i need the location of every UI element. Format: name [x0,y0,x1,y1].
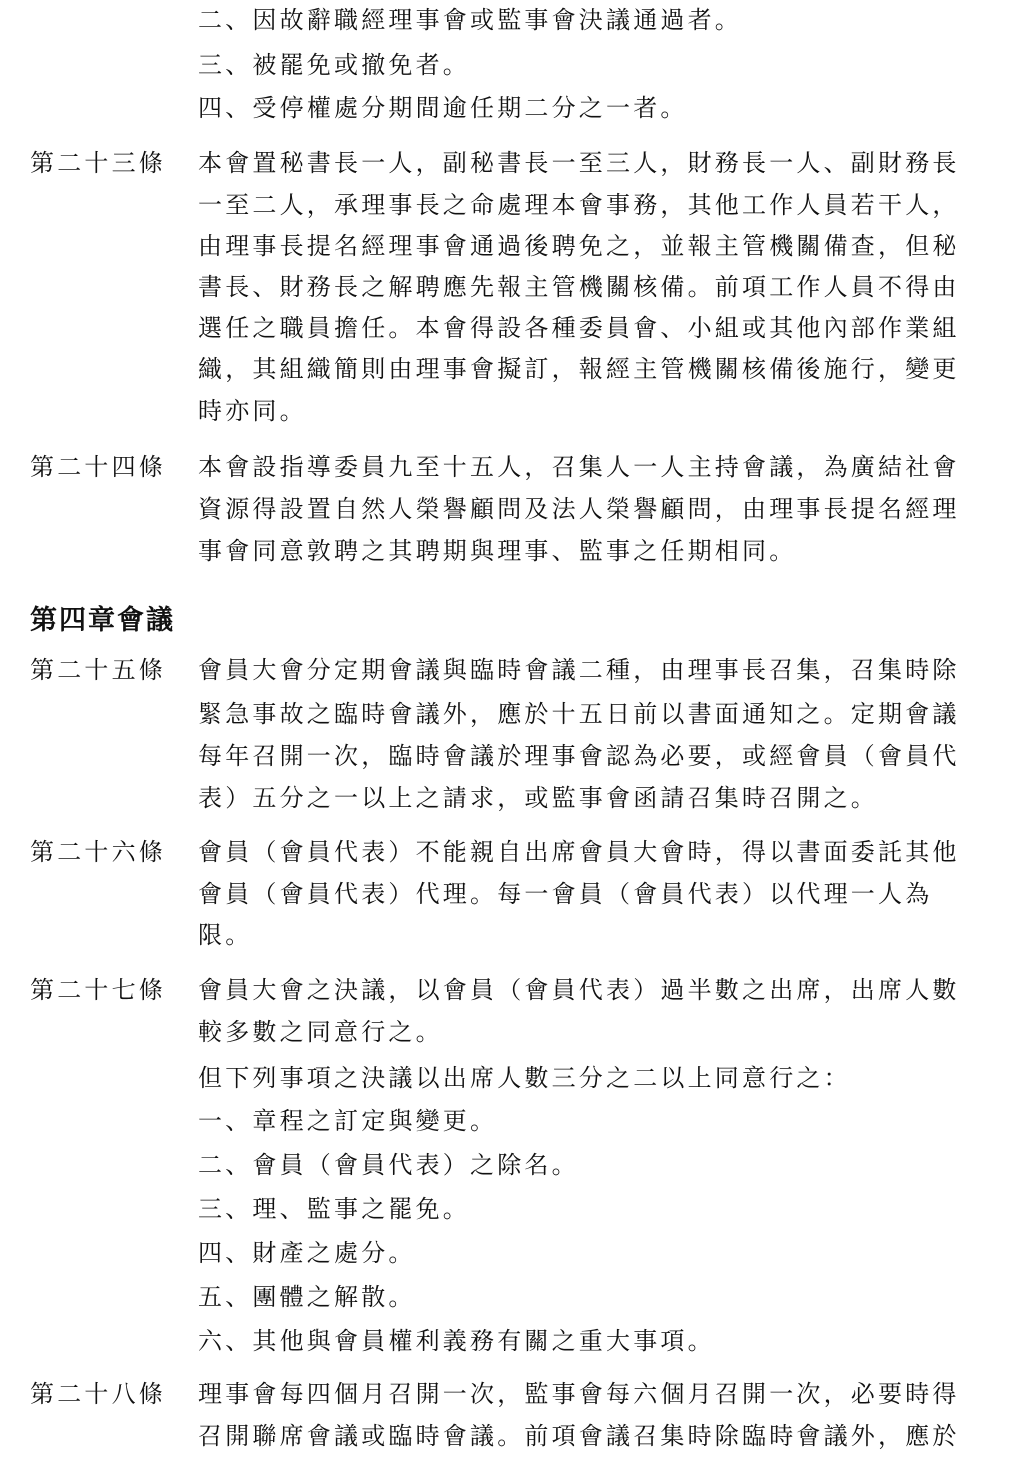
article-line: 理事會每四個月召開一次，監事會每六個月召開一次，必要時得 [198,1380,960,1408]
list-item: 四、財產之處分。 [198,1239,416,1267]
article-line: 每年召開一次，臨時會議於理事會認為必要，或經會員（會員代 [198,742,960,770]
article-line: 會員（會員代表）不能親自出席會員大會時，得以書面委託其他 [198,838,960,866]
article-line: 本會置秘書長一人，副秘書長一至三人，財務長一人、副財務長 [198,149,960,177]
article-label: 第二十四條 [30,453,166,481]
article-line: 時亦同。 [198,397,307,425]
article-line: 召開聯席會議或臨時會議。前項會議召集時除臨時會議外，應於 [198,1422,960,1450]
article-line: 較多數之同意行之。 [198,1018,443,1046]
article-line: 緊急事故之臨時會議外，應於十五日前以書面通知之。定期會議 [198,700,960,728]
list-item: 三、被罷免或撤免者。 [198,51,470,79]
article-label: 第二十六條 [30,838,166,866]
chapter-heading: 第四章會議 [30,605,175,636]
article-line: 一至二人，承理事長之命處理本會事務，其他工作人員若干人， [198,191,960,219]
article-line: 織，其組織簡則由理事會擬訂，報經主管機關核備後施行，變更 [198,355,960,383]
article-line: 選任之職員擔任。本會得設各種委員會、小組或其他內部作業組 [198,314,960,342]
article-line: 限。 [198,921,253,949]
article-line: 表）五分之一以上之請求，或監事會函請召集時召開之。 [198,784,878,812]
list-item: 二、因故辭職經理事會或監事會決議通過者。 [198,6,742,34]
article-line: 會員（會員代表）代理。每一會員（會員代表）以代理一人為 [198,880,933,908]
list-item: 六、其他與會員權利義務有關之重大事項。 [198,1327,715,1355]
article-line: 會員大會之決議，以會員（會員代表）過半數之出席，出席人數 [198,976,960,1004]
article-label: 第二十三條 [30,149,166,177]
article-line: 由理事長提名經理事會通過後聘免之，並報主管機關備查，但秘 [198,232,960,260]
list-item: 三、理、監事之罷免。 [198,1195,470,1223]
article-line: 本會設指導委員九至十五人，召集人一人主持會議，為廣結社會 [198,453,960,481]
article-line: 但下列事項之決議以出席人數三分之二以上同意行之： [198,1064,851,1092]
list-item: 一、章程之訂定與變更。 [198,1107,498,1135]
list-item: 四、受停權處分期間逾任期二分之一者。 [198,94,688,122]
article-line: 事會同意敦聘之其聘期與理事、監事之任期相同。 [198,537,797,565]
article-line: 書長、財務長之解聘應先報主管機關核備。前項工作人員不得由 [198,273,960,301]
list-item: 二、會員（會員代表）之除名。 [198,1151,579,1179]
article-line: 資源得設置自然人榮譽顧問及法人榮譽顧問，由理事長提名經理 [198,495,960,523]
article-label: 第二十七條 [30,976,166,1004]
article-label: 第二十八條 [30,1380,166,1408]
list-item: 五、團體之解散。 [198,1283,416,1311]
article-line: 會員大會分定期會議與臨時會議二種，由理事長召集，召集時除 [198,656,960,684]
article-label: 第二十五條 [30,656,166,684]
